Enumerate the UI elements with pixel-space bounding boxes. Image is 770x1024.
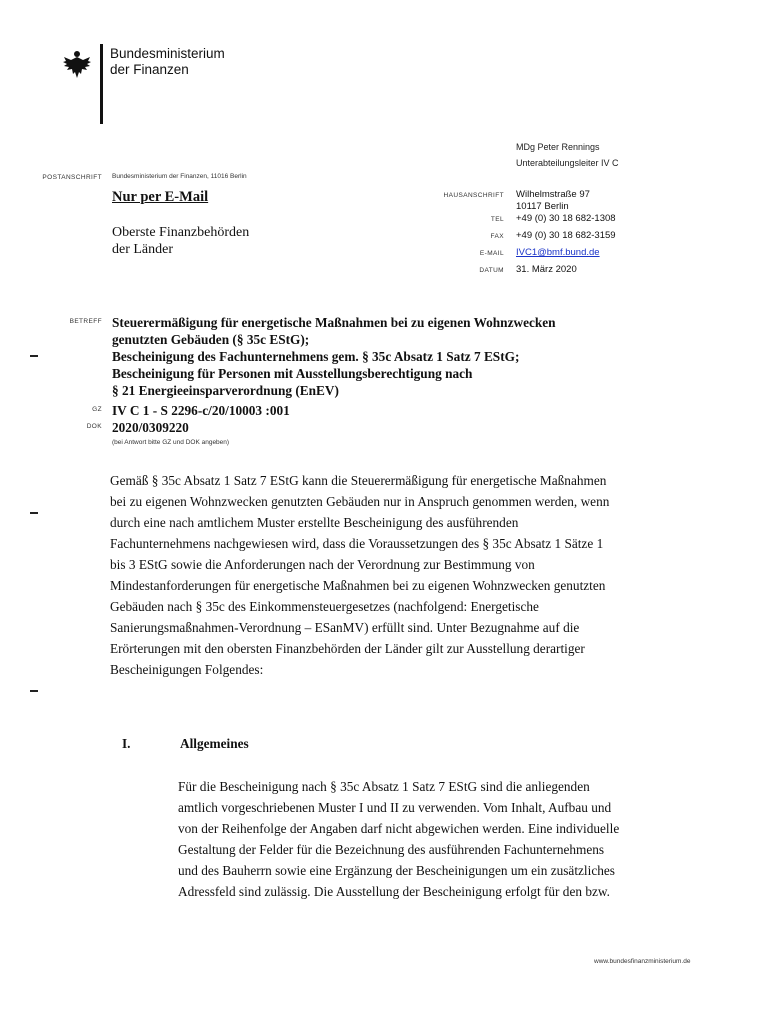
subject-line: genutzten Gebäuden (§ 35c EStG);	[112, 332, 310, 347]
section-line: und des Bauherrn sowie eine Ergänzung der Bescheinigungen um ein zusätzliches	[178, 863, 615, 878]
section-title: Allgemeines	[180, 736, 249, 751]
subject-line: § 21 Energieeinsparverordnung (EnEV)	[112, 383, 339, 398]
body-line: Bescheinigungen Folgendes:	[110, 662, 264, 677]
logo-divider-bar	[100, 44, 103, 124]
footer-website: www.bundesfinanzministerium.de	[594, 958, 691, 965]
subject-block	[112, 314, 712, 399]
recipient-line2: der Länder	[112, 242, 174, 257]
subject-line: Bescheinigung für Personen mit Ausstellungsberechtigung nach	[112, 366, 473, 381]
tel-value: +49 (0) 30 18 682-1308	[516, 213, 616, 224]
delivery-method: Nur per E-Mail	[112, 189, 209, 205]
subject-line: Steuerermäßigung für energetische Maßnahmen bei zu eigenen Wohnzwecken	[112, 315, 556, 330]
section-line: Adressfeld sind zulässig. Die Ausstellung der Bescheinigung erfolgt für den bzw.	[178, 884, 610, 899]
body-line: Mindestanforderungen für energetische Maßnahmen bei zu eigenen Wohnzwecken genutzten	[110, 578, 606, 593]
section-line: Für die Bescheinigung nach § 35c Absatz 1 Satz 7 EStG sind die anliegenden	[178, 779, 590, 794]
email-label: E-MAIL	[479, 250, 504, 257]
gz-label: GZ	[92, 406, 102, 413]
section-line: amtlich vorgeschriebenen Muster I und II zu verwenden. Vom Inhalt, Aufbau und	[178, 800, 612, 815]
body-line: Gemäß § 35c Absatz 1 Satz 7 EStG kann die Steuerermäßigung für energetische Maßnahmen	[110, 473, 607, 488]
reference-note: (bei Antwort bitte GZ und DOK angeben)	[112, 439, 230, 446]
postanschrift-value: Bundesministerium der Finanzen, 11016 Berlin	[112, 173, 247, 180]
body-line: bis 3 EStG sowie die Anforderungen nach der Verordnung zur Bestimmung von	[110, 557, 535, 572]
section-number: I.	[122, 736, 131, 751]
sender-position: Unterabteilungsleiter IV C	[516, 158, 619, 168]
section-line: Gestaltung der Felder für die Bezeichnung des ausführenden Fachunternehmens	[178, 842, 605, 857]
recipient-address	[112, 224, 249, 258]
postanschrift-label: POSTANSCHRIFT	[42, 174, 102, 181]
ministry-name-line1: Bundesministerium	[110, 46, 225, 61]
body-line: Sanierungsmaßnahmen-Verordnung – ESanMV) erfüllt sind. Unter Bezugnahme auf die	[110, 620, 580, 635]
punch-mark	[30, 690, 38, 692]
betreff-label: BETREFF	[69, 318, 102, 325]
hausanschrift-label: HAUSANSCHRIFT	[443, 192, 504, 199]
sender-city: 10117 Berlin	[516, 201, 569, 212]
federal-eagle-icon	[62, 48, 92, 80]
ministry-name-line2: der Finanzen	[110, 62, 189, 77]
fax-value: +49 (0) 30 18 682-3159	[516, 230, 616, 241]
body-line: Fachunternehmens nachgewiesen wird, dass die Voraussetzungen des § 35c Absatz 1 Sätze 1	[110, 536, 604, 551]
body-line: bei zu eigenen Wohnzwecken genutzten Gebäuden nur in Anspruch genommen werden, wenn	[110, 494, 610, 509]
fold-mark	[30, 355, 38, 357]
subject-line: Bescheinigung des Fachunternehmens gem. § 35c Absatz 1 Satz 7 EStG;	[112, 349, 520, 364]
tel-label: TEL	[490, 216, 504, 223]
recipient-line1: Oberste Finanzbehörden	[112, 225, 250, 240]
body-paragraph	[110, 470, 730, 680]
gz-value: IV C 1 - S 2296-c/20/10003 :001	[112, 403, 290, 418]
body-line: durch eine nach amtlichem Muster erstellte Bescheinigung des ausführenden	[110, 515, 519, 530]
fax-label: FAX	[490, 233, 504, 240]
body-line: Gebäuden nach § 35c des Einkommensteuergesetzes (nachfolgend: Energetische	[110, 599, 539, 614]
fold-mark	[30, 512, 38, 514]
section-paragraph	[178, 776, 738, 902]
datum-value: 31. März 2020	[516, 264, 577, 275]
sender-name: MDg Peter Rennings	[516, 142, 600, 152]
section-line: von der Reihenfolge der Angaben darf nicht abgewichen werden. Eine individuelle	[178, 821, 620, 836]
sender-street: Wilhelmstraße 97	[516, 189, 590, 200]
body-line: Erörterungen mit den obersten Finanzbehörden der Länder gilt zur Ausstellung derartiger	[110, 641, 585, 656]
email-link[interactable]: IVC1@bmf.bund.de	[516, 247, 600, 258]
datum-label: DATUM	[479, 267, 504, 274]
dok-label: DOK	[86, 423, 102, 430]
ministry-name	[110, 46, 225, 78]
dok-value: 2020/0309220	[112, 420, 189, 435]
